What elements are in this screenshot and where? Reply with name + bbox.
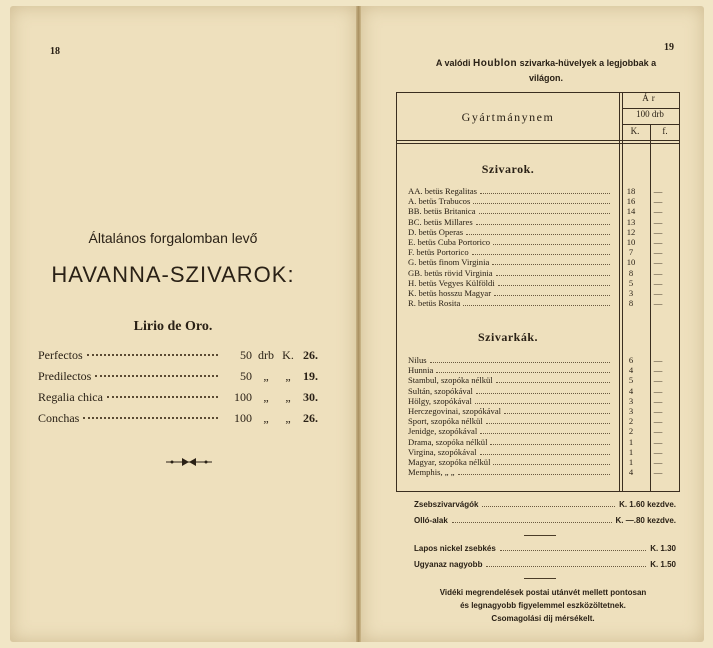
intro-brand: Houblon xyxy=(473,58,518,69)
item-price: 30. xyxy=(303,390,318,404)
row-price-k: 2 xyxy=(628,416,634,427)
extra-row xyxy=(414,544,676,556)
leader-dots xyxy=(496,375,610,383)
row-name-cell xyxy=(408,227,612,237)
table-row xyxy=(408,447,676,457)
price-row xyxy=(38,411,318,429)
row-name: G. betüs finom Virginia xyxy=(408,257,490,268)
row-price-f: — xyxy=(653,267,663,278)
extra-value: K. 1.60 kezdve. xyxy=(619,500,676,509)
row-price-f: — xyxy=(653,226,663,237)
row-price-f: — xyxy=(653,406,663,416)
row-name: Hunnia xyxy=(408,365,434,376)
table-row xyxy=(408,206,676,216)
row-price-f: — xyxy=(653,436,663,447)
extra-name: Zsebszivarvágók xyxy=(414,500,479,509)
item-currency: „ xyxy=(285,411,291,425)
row-price-k: 3 xyxy=(628,288,634,298)
row-price-k: 18 xyxy=(626,186,636,196)
leader-dots xyxy=(490,437,610,445)
leader-dots xyxy=(486,566,646,567)
table-header-product: Gyártmánynem xyxy=(461,109,555,124)
table-row xyxy=(408,186,676,196)
extra-row xyxy=(414,516,676,528)
leader-dots xyxy=(83,417,218,419)
row-price-f: — xyxy=(653,426,663,437)
row-price-k: 5 xyxy=(628,375,634,386)
table-row xyxy=(408,237,676,247)
row-name-cell xyxy=(408,396,612,406)
item-currency: „ xyxy=(285,390,291,404)
item-currency: K. xyxy=(282,348,294,362)
table-row xyxy=(408,416,676,426)
table-row xyxy=(408,426,676,436)
table-row xyxy=(408,375,676,385)
extra-value: K. —.80 kezdve. xyxy=(615,516,676,525)
section-title: Szivarkák. xyxy=(477,330,538,344)
item-name: Regalia chica xyxy=(38,390,103,404)
leader-dots xyxy=(482,506,615,507)
table-header-k: K. xyxy=(630,126,640,136)
row-name: D. betüs Operas xyxy=(408,226,464,237)
leader-dots xyxy=(504,406,610,414)
table-divider xyxy=(623,124,679,125)
price-row xyxy=(38,348,318,366)
row-name-cell xyxy=(408,365,612,375)
row-price-k: 7 xyxy=(628,247,634,258)
row-price-f: — xyxy=(653,355,663,365)
row-name: Memphis, „ „ xyxy=(408,467,455,478)
table-row xyxy=(408,247,676,257)
table-row xyxy=(408,288,676,298)
row-name: K. betüs hosszu Magyar xyxy=(408,288,492,298)
item-unit: „ xyxy=(263,369,269,383)
table-row xyxy=(408,355,676,365)
row-name-cell xyxy=(408,416,612,426)
table-row xyxy=(408,396,676,406)
table-row xyxy=(408,217,676,227)
section-title: Szivarok. xyxy=(481,162,535,176)
extra-name: Lapos nickel zsebkés xyxy=(414,544,496,553)
table-row xyxy=(408,196,676,206)
right-page-number: 19 xyxy=(664,42,674,53)
table-header-f: f. xyxy=(662,126,668,136)
ornament-icon xyxy=(164,456,214,468)
extra-value: K. 1.30 xyxy=(650,544,676,553)
item-unit: drb xyxy=(258,348,274,362)
row-name: H. betüs Vegyes Külföldi xyxy=(408,277,495,288)
item-qty: 50 xyxy=(240,369,252,383)
leader-dots xyxy=(500,550,646,551)
extra-row xyxy=(414,560,676,572)
table-header-per: 100 drb xyxy=(636,109,664,119)
row-name: Nilus xyxy=(408,355,427,365)
extra-row xyxy=(414,500,676,512)
row-price-f: — xyxy=(653,277,663,288)
row-price-f: — xyxy=(653,288,663,298)
leader-dots xyxy=(95,375,218,377)
table-divider xyxy=(397,143,679,144)
row-price-f: — xyxy=(653,247,663,258)
row-name: BC. betüs Millares xyxy=(408,216,473,227)
table-row xyxy=(408,457,676,467)
leader-dots xyxy=(476,217,610,225)
table-row xyxy=(408,365,676,375)
row-name: BB. betüs Britanica xyxy=(408,206,476,217)
row-price-f: — xyxy=(653,446,663,457)
row-name: R. betüs Rosita xyxy=(408,298,461,309)
footer-line: Vidéki megrendelések postai utánvét mellett pontosan xyxy=(439,588,647,597)
intro-prefix: A valódi xyxy=(435,58,471,68)
row-name-cell xyxy=(408,447,612,457)
table-row xyxy=(408,437,676,447)
intro-rest: szivarka-hüvelyek a legjobbak a xyxy=(519,58,657,68)
leader-dots xyxy=(466,227,610,235)
row-price-f: — xyxy=(653,206,663,217)
left-page-number: 18 xyxy=(50,46,60,57)
row-price-k: 4 xyxy=(628,385,634,396)
row-price-k: 12 xyxy=(626,226,636,237)
footer-line: és legnagyobb figyelemmel eszközöltetnek. xyxy=(460,601,626,610)
row-price-f: — xyxy=(653,216,663,227)
leader-dots xyxy=(496,268,610,276)
row-name-cell xyxy=(408,196,612,206)
row-name-cell xyxy=(408,217,612,227)
leader-dots xyxy=(473,196,610,204)
row-price-k: 4 xyxy=(628,365,634,376)
leader-dots xyxy=(480,426,610,434)
extra-value: K. 1.50 xyxy=(650,560,676,569)
item-currency: „ xyxy=(285,369,291,383)
leader-dots xyxy=(87,354,218,356)
row-name-cell xyxy=(408,386,612,396)
row-price-f: — xyxy=(653,365,663,376)
row-name: AA. betüs Regalitas xyxy=(408,186,477,196)
table-row xyxy=(408,227,676,237)
row-name: E. betüs Cuba Portorico xyxy=(408,237,491,247)
row-name-cell xyxy=(408,426,612,436)
row-name-cell xyxy=(408,257,612,267)
separator-line xyxy=(524,535,556,536)
row-price-k: 1 xyxy=(628,457,634,467)
extra-name: Olló-alak xyxy=(414,516,448,525)
row-price-k: 1 xyxy=(628,446,634,457)
row-price-f: — xyxy=(653,416,663,427)
row-price-f: — xyxy=(653,196,663,207)
item-price: 26. xyxy=(303,411,318,425)
row-name-cell xyxy=(408,288,612,298)
item-qty: 100 xyxy=(234,411,252,425)
item-name: Predilectos xyxy=(38,369,92,383)
leader-dots xyxy=(494,288,610,296)
row-name-cell xyxy=(408,375,612,385)
row-name: Sultán, szopókával xyxy=(408,385,473,396)
row-name-cell xyxy=(408,298,612,308)
leader-dots xyxy=(475,396,610,404)
extra-name: Ugyanaz nagyobb xyxy=(414,560,483,569)
leader-dots xyxy=(107,396,218,398)
leader-dots xyxy=(452,522,612,523)
row-name-cell xyxy=(408,268,612,278)
item-qty: 50 xyxy=(240,348,252,362)
leader-dots xyxy=(480,447,610,455)
table-row xyxy=(408,257,676,267)
row-price-k: 14 xyxy=(626,206,636,217)
row-name: GB. betüs rövid Virginia xyxy=(408,267,493,278)
row-name: Sport, szopóka nélkül xyxy=(408,416,483,427)
row-name: F. betüs Portorico xyxy=(408,247,469,258)
row-price-f: — xyxy=(653,237,663,247)
leader-dots xyxy=(463,298,610,306)
table-row xyxy=(408,278,676,288)
item-price: 26. xyxy=(303,348,318,362)
row-price-k: 13 xyxy=(626,216,636,227)
item-name: Perfectos xyxy=(38,348,83,362)
row-price-f: — xyxy=(653,186,663,196)
footer-line: Csomagolási dij mérsékelt. xyxy=(491,614,595,623)
row-price-k: 3 xyxy=(628,395,634,406)
row-name-cell xyxy=(408,186,612,196)
table-row xyxy=(408,268,676,278)
row-name-cell xyxy=(408,437,612,447)
row-price-f: — xyxy=(653,375,663,386)
left-subtitle: Lirio de Oro. xyxy=(133,319,213,334)
row-name: Hölgy, szopókával xyxy=(408,395,472,406)
row-name-cell xyxy=(408,237,612,247)
item-unit: „ xyxy=(263,390,269,404)
table-row xyxy=(408,406,676,416)
intro-text xyxy=(400,56,692,86)
row-name: Herczegovinai, szopókával xyxy=(408,406,502,416)
leader-dots xyxy=(476,386,610,394)
row-price-f: — xyxy=(653,257,663,268)
left-title: HAVANNA-SZIVAROK: xyxy=(51,262,295,287)
row-name-cell xyxy=(408,247,612,257)
leader-dots xyxy=(493,237,610,245)
table-row xyxy=(408,386,676,396)
price-row xyxy=(38,369,318,387)
row-price-k: 8 xyxy=(628,267,634,278)
item-price: 19. xyxy=(303,369,318,383)
leader-dots xyxy=(472,247,610,255)
intro-line2: világon. xyxy=(528,73,563,83)
row-name-cell xyxy=(408,278,612,288)
row-price-k: 10 xyxy=(626,257,636,268)
row-name-cell xyxy=(408,206,612,216)
separator-line xyxy=(524,578,556,579)
row-name-cell xyxy=(408,406,612,416)
row-price-f: — xyxy=(653,298,663,309)
item-name: Conchas xyxy=(38,411,80,425)
item-qty: 100 xyxy=(234,390,252,404)
row-price-k: 8 xyxy=(628,298,634,309)
leader-dots xyxy=(493,457,610,465)
leader-dots xyxy=(498,278,610,286)
row-price-f: — xyxy=(653,385,663,396)
row-price-k: 3 xyxy=(628,406,634,416)
leader-dots xyxy=(480,186,610,194)
leader-dots xyxy=(436,365,610,373)
row-price-k: 1 xyxy=(628,436,634,447)
row-price-k: 16 xyxy=(626,196,636,207)
row-name-cell xyxy=(408,355,612,365)
row-name-cell xyxy=(408,467,612,477)
row-price-k: 4 xyxy=(628,467,634,478)
leader-dots xyxy=(492,257,610,265)
row-name: Jenidge, szopókával xyxy=(408,426,478,437)
row-price-f: — xyxy=(653,467,663,478)
leader-dots xyxy=(479,206,610,214)
row-name: Stambul, szopóka nélkül xyxy=(408,375,493,386)
price-row xyxy=(38,390,318,408)
row-name: Virgina, szopókával xyxy=(408,446,477,457)
item-unit: „ xyxy=(263,411,269,425)
left-heading: Általános forgalomban levő xyxy=(88,230,258,246)
leader-dots xyxy=(458,467,610,475)
leader-dots xyxy=(430,355,610,363)
row-price-f: — xyxy=(653,457,663,467)
table-row xyxy=(408,298,676,308)
row-price-k: 2 xyxy=(628,426,634,437)
table-header-price: Ár xyxy=(642,93,658,103)
row-price-k: 10 xyxy=(626,237,636,247)
row-price-k: 5 xyxy=(628,277,634,288)
footer-note xyxy=(398,586,688,625)
row-name-cell xyxy=(408,457,612,467)
row-price-f: — xyxy=(653,395,663,406)
row-price-k: 6 xyxy=(628,355,634,365)
row-name: Magyar, szopóka nélkül xyxy=(408,457,491,467)
leader-dots xyxy=(486,416,610,424)
row-name: Drama, szopóka nélkül xyxy=(408,436,488,447)
table-row xyxy=(408,467,676,477)
row-name: A. betüs Trabucos xyxy=(408,196,471,207)
